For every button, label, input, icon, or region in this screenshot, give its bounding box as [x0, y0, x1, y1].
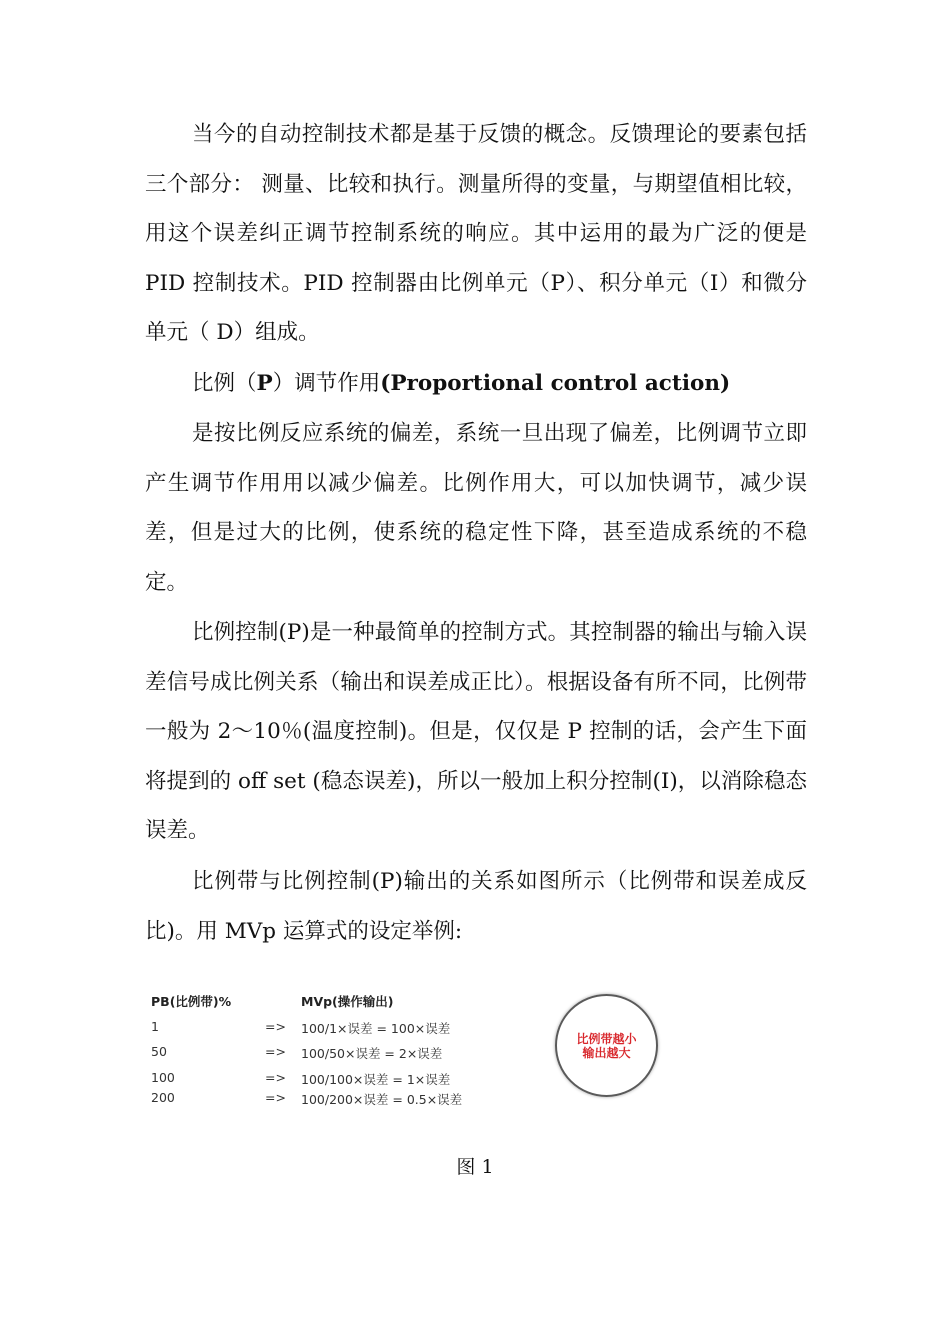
circle-text-line2: 输出越大: [582, 1045, 631, 1060]
figure-row-arrow: =>: [265, 1070, 286, 1085]
paragraph-proportional-control: 比例控制(P)是一种最简单的控制方式。其控制器的输出与输入误差信号成比例关系（输出和误差成正比）。根据设备有所不同，比例带一般为 2～10％(温度控制)。但是，仅仅是 P 控制的话，会产生下面将提到的 off set (稳态误差)，所以一般加上积分控制(I)，以消除稳态误差。: [145, 620, 807, 843]
heading-prefix: 比例（: [192, 371, 257, 396]
figure-row-pb: 50: [151, 1044, 167, 1059]
figure-caption: 图 1: [456, 1156, 494, 1178]
figure-row-arrow: =>: [265, 1044, 286, 1059]
paragraph-intro: 当今的自动控制技术都是基于反馈的概念。反馈理论的要素包括三个部分： 测量、比较和执行。测量所得的变量，与期望值相比较，用这个误差纠正调节控制系统的响应。其中运用的最为广泛的便是 PID 控制技术。PID 控制器由比例单元（P）、积分单元（I）和微分单元（ D）组成。: [145, 122, 807, 345]
figure-row-pb: 200: [151, 1090, 175, 1105]
figure-row-mv: 100/200×误差 = 0.5×误差: [301, 1092, 463, 1107]
figure-row: [148, 1044, 488, 1062]
paragraph-band-relation: 比例带与比例控制(P)输出的关系如图所示（比例带和误差成反比)。用 MVp 运算式的设定举例:: [145, 869, 807, 944]
figure-row-mv: 100/1×误差 = 100×误差: [301, 1021, 451, 1036]
heading-middle: ）调节作用: [272, 371, 381, 396]
section-heading: [192, 359, 812, 409]
figure-mv-header: MVp(操作输出): [301, 994, 394, 1009]
figure-row: [148, 1090, 488, 1108]
figure-row-mv: 100/50×误差 = 2×误差: [301, 1046, 443, 1061]
circle-text-line1: 比例带越小: [576, 1031, 637, 1046]
figure-row: [148, 1019, 488, 1037]
figure-row-arrow: =>: [265, 1019, 286, 1034]
figure-row-pb: 1: [151, 1019, 159, 1034]
paragraph-proportional-effect: 是按比例反应系统的偏差，系统一旦出现了偏差，比例调节立即产生调节作用用以减少偏差。比例作用大，可以加快调节，减少误差，但是过大的比例，使系统的稳定性下降，甚至造成系统的不稳定。: [145, 421, 807, 595]
figure-row-arrow: =>: [265, 1090, 286, 1105]
figure-callout-circle: [555, 994, 658, 1097]
figure-row: [148, 1070, 488, 1088]
figure-1: [148, 982, 668, 1107]
figure-row-pb: 100: [151, 1070, 175, 1085]
figure-pb-header: PB(比例带)%: [151, 994, 232, 1009]
heading-letter: P: [256, 371, 273, 396]
figure-row-mv: 100/100×误差 = 1×误差: [301, 1072, 451, 1087]
heading-english: (Proportional control action): [380, 371, 731, 396]
